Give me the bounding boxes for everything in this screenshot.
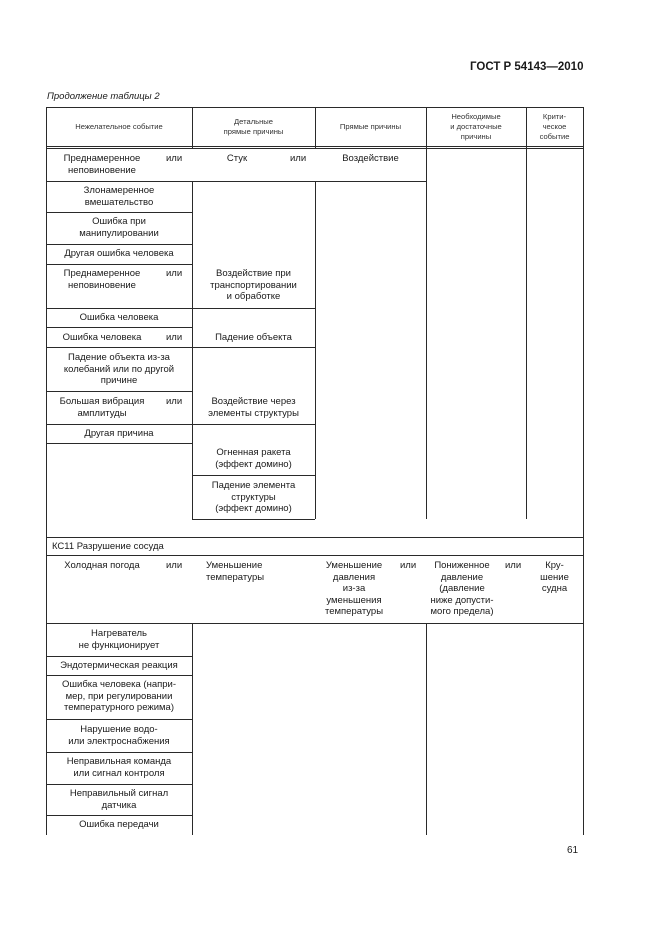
- cell-rule: [46, 212, 192, 213]
- col-divider: [192, 623, 193, 835]
- direct-cause-cell: Воздействие: [342, 153, 399, 164]
- table-right-border: [583, 107, 584, 835]
- event-cell: Неправильный сигнал датчика: [69, 788, 169, 811]
- or-connector: или: [290, 153, 307, 164]
- event-cell: Ошибка передачи: [79, 819, 159, 830]
- event-cell: Большая вибрация амплитуды: [59, 396, 145, 419]
- event-cell: Другая причина: [84, 428, 154, 439]
- or-connector: или: [166, 153, 183, 164]
- table-caption: Продолжение таблицы 2: [47, 91, 160, 102]
- event-cell: Холодная погода: [64, 560, 140, 571]
- section-rule: [46, 555, 583, 556]
- cell-rule: [46, 623, 583, 624]
- direct-cause-cell: Уменьшение давления из-за уменьшения температуры: [324, 560, 384, 618]
- cell-rule: [46, 719, 192, 720]
- section-title: КС11 Разрушение сосуда: [52, 541, 164, 552]
- event-cell: Другая ошибка человека: [64, 248, 174, 259]
- event-cell: Нарушение водо- или электроснабжения: [68, 724, 170, 747]
- cell-rule: [46, 424, 192, 425]
- col-header-direct-causes: Прямые причины: [339, 122, 402, 131]
- detailed-cause-cell: Падение объекта: [215, 332, 292, 343]
- or-connector: или: [166, 560, 183, 571]
- event-cell: Нагреватель не функционирует: [78, 628, 160, 651]
- event-cell: Преднамеренное неповиновение: [63, 268, 141, 291]
- detailed-cause-cell: Огненная ракета (эффект домино): [215, 447, 292, 470]
- cell-rule: [46, 308, 192, 309]
- event-cell: Падение объекта из-за колебаний или по другой причине: [63, 352, 175, 387]
- or-connector: или: [400, 560, 417, 571]
- necessary-cause-cell: Пониженное давление (давление ниже допусти- мого предела): [430, 560, 494, 618]
- event-cell: Ошибка человека: [79, 312, 159, 323]
- cell-rule: [192, 519, 315, 520]
- cell-rule: [46, 327, 192, 328]
- event-cell: Ошибка при манипулировании: [79, 216, 159, 239]
- event-cell: Ошибка человека (напри- мер, при регулировании температурного режима): [62, 679, 176, 714]
- cell-rule: [46, 815, 192, 816]
- cell-rule: [315, 181, 426, 182]
- cell-rule: [192, 424, 315, 425]
- col-header-necessary-causes: Необходимые и достаточные причины: [450, 112, 502, 142]
- cell-rule: [46, 752, 192, 753]
- cell-rule: [192, 308, 315, 309]
- event-cell: Неправильная команда или сигнал контроля: [66, 756, 172, 779]
- or-connector: или: [505, 560, 522, 571]
- or-connector: или: [166, 268, 183, 279]
- or-connector: или: [166, 396, 183, 407]
- detailed-cause-cell: Стук: [226, 153, 248, 164]
- cell-rule: [46, 347, 192, 348]
- header-rule-2: [46, 148, 583, 149]
- or-connector: или: [166, 332, 183, 343]
- event-cell: Эндотермическая реакция: [60, 660, 178, 671]
- page-number: 61: [567, 845, 579, 856]
- detailed-cause-cell: Уменьшение температуры: [206, 560, 265, 583]
- col-header-detailed-causes: Детальные прямые причины: [223, 117, 284, 137]
- cell-rule: [46, 656, 192, 657]
- cell-rule: [46, 784, 192, 785]
- cell-rule: [46, 443, 192, 444]
- cell-rule: [46, 264, 192, 265]
- col-divider: [426, 148, 427, 519]
- detailed-cause-cell: Воздействие при транспортировании и обработке: [210, 268, 297, 303]
- event-cell: Преднамеренное неповиновение: [63, 153, 141, 176]
- section-rule: [46, 537, 583, 538]
- col-header-event: Нежелательное событие: [75, 122, 163, 131]
- cell-rule: [46, 244, 192, 245]
- cell-rule: [192, 181, 315, 182]
- event-cell: Ошибка человека: [62, 332, 142, 343]
- event-cell: Злонамеренное вмешательство: [83, 185, 155, 208]
- cell-rule: [46, 675, 192, 676]
- col-divider: [315, 181, 316, 519]
- col-divider: [526, 148, 527, 519]
- detailed-cause-cell: Падение элемента структуры (эффект домино): [211, 480, 296, 515]
- cell-rule: [192, 475, 315, 476]
- document-id: ГОСТ Р 54143—2010: [470, 61, 584, 73]
- critical-event-cell: Кру- шение судна: [540, 560, 569, 595]
- col-header-critical-event: Крити- ческое событие: [539, 112, 570, 142]
- cell-rule: [46, 391, 192, 392]
- cell-rule: [192, 347, 315, 348]
- col-divider: [426, 623, 427, 835]
- cell-rule: [46, 181, 192, 182]
- detailed-cause-cell: Воздействие через элементы структуры: [208, 396, 299, 419]
